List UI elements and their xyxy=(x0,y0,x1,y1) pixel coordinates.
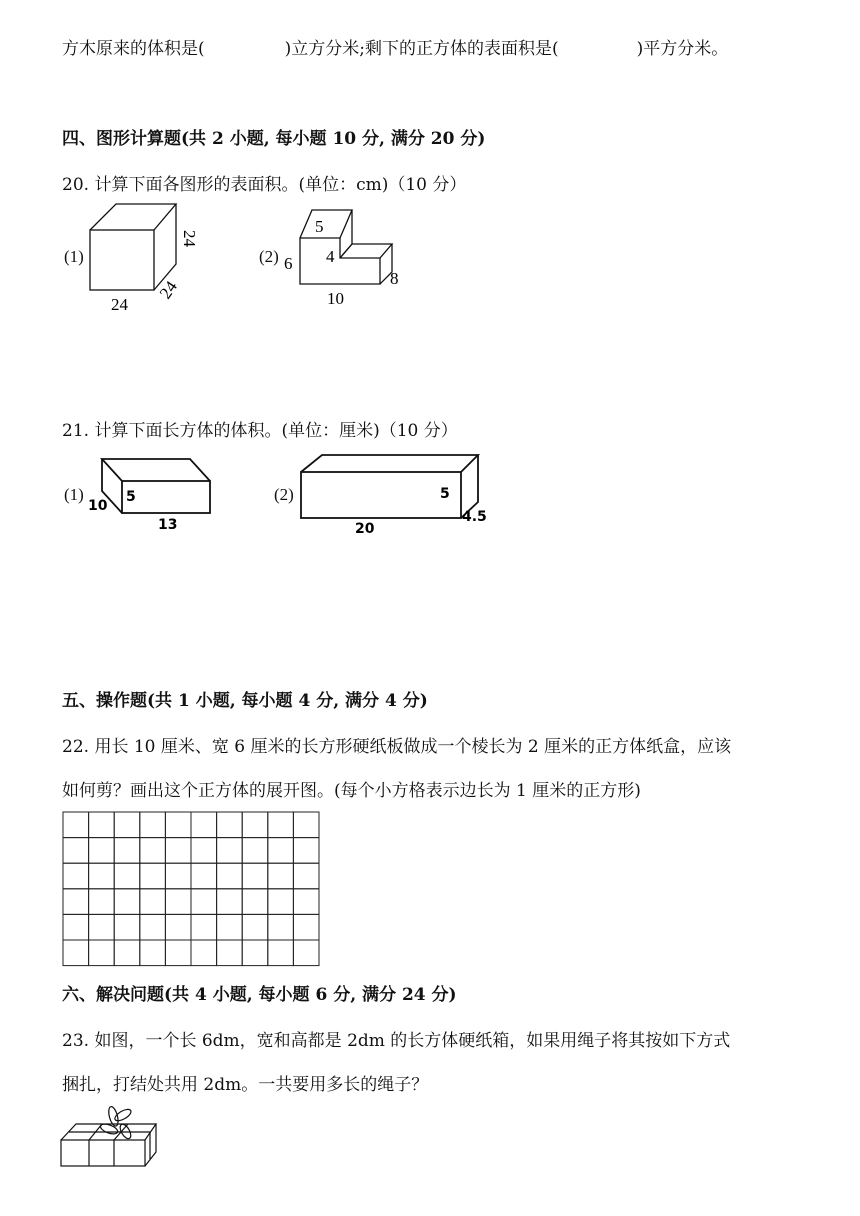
q23-text-line2: 捆扎，打结处共用 2dm。一共要用多长的绳子？ xyxy=(62,1075,429,1095)
grid-cell[interactable] xyxy=(63,812,89,838)
grid-cell[interactable] xyxy=(165,863,191,889)
grid-cell[interactable] xyxy=(293,889,319,915)
q22-text-line2: 如何剪？画出这个正方体的展开图。(每个小方格表示边长为 1 厘米的正方形) xyxy=(62,781,641,801)
grid-cell[interactable] xyxy=(63,914,89,940)
grid-cell[interactable] xyxy=(217,940,243,966)
grid-cell[interactable] xyxy=(268,889,294,915)
grid-cell[interactable] xyxy=(89,838,115,864)
grid-cell[interactable] xyxy=(191,940,217,966)
q21-fig2-cuboid xyxy=(298,450,498,540)
grid-cell[interactable] xyxy=(165,812,191,838)
grid-cell[interactable] xyxy=(242,889,268,915)
q20-fig1-dim-bottom: 24 xyxy=(111,295,128,314)
grid-cell[interactable] xyxy=(114,863,140,889)
grid-cell[interactable] xyxy=(293,838,319,864)
grid-cell[interactable] xyxy=(191,914,217,940)
grid-cell[interactable] xyxy=(191,812,217,838)
q21-fig1-dim-length: 13 xyxy=(158,517,178,533)
grid-cell[interactable] xyxy=(242,812,268,838)
grid-cell[interactable] xyxy=(242,914,268,940)
q19-tail-line xyxy=(62,34,728,59)
q21-fig1-label: (1) xyxy=(64,485,84,504)
q20-fig1-cube xyxy=(88,200,208,318)
q20-fig2-dim-step: 4 xyxy=(326,247,335,266)
grid-cell[interactable] xyxy=(140,940,166,966)
section-4-heading: 四、图形计算题(共 2 小题, 每小题 10 分, 满分 20 分) xyxy=(62,129,486,149)
grid-cell[interactable] xyxy=(140,914,166,940)
q22-text-line1: 22. 用长 10 厘米、宽 6 厘米的长方形硬纸板做成一个棱长为 2 厘米的正方体纸盒，应该 xyxy=(62,737,732,757)
q21-fig1-cuboid xyxy=(86,455,216,535)
grid-cell[interactable] xyxy=(165,889,191,915)
grid-cell[interactable] xyxy=(217,812,243,838)
q19-text-part1: 方木原来的体积是( xyxy=(62,39,205,59)
q22-drawing-grid[interactable] xyxy=(62,811,320,967)
grid-cell[interactable] xyxy=(217,914,243,940)
q20-fig2-dim-bottom: 10 xyxy=(327,289,344,308)
grid-cell[interactable] xyxy=(114,838,140,864)
grid-cell[interactable] xyxy=(191,838,217,864)
q20-text: 20. 计算下面各图形的表面积。(单位：cm)（10 分） xyxy=(62,175,467,195)
grid-cell[interactable] xyxy=(293,914,319,940)
q21-fig2-dim-length: 20 xyxy=(355,521,375,537)
grid-cell[interactable] xyxy=(140,889,166,915)
q21-text: 21. 计算下面长方体的体积。(单位：厘米)（10 分） xyxy=(62,421,458,441)
q21-fig1-dim-height: 5 xyxy=(126,489,136,505)
grid-cell[interactable] xyxy=(165,940,191,966)
grid-cell[interactable] xyxy=(191,863,217,889)
grid-cell[interactable] xyxy=(293,940,319,966)
grid-cell[interactable] xyxy=(114,940,140,966)
grid-cell[interactable] xyxy=(268,863,294,889)
q20-fig1-dim-right: 24 xyxy=(180,230,199,247)
q20-fig2-dim-left: 6 xyxy=(284,254,293,273)
grid-cell[interactable] xyxy=(140,838,166,864)
grid-cell[interactable] xyxy=(89,940,115,966)
q23-text-line1: 23. 如图，一个长 6dm，宽和高都是 2dm 的长方体硬纸箱，如果用绳子将其按如下方式 xyxy=(62,1031,731,1051)
grid-cell[interactable] xyxy=(293,812,319,838)
grid-cell[interactable] xyxy=(114,812,140,838)
grid-cell[interactable] xyxy=(89,863,115,889)
q20-fig2-l-solid xyxy=(280,204,410,312)
grid-cell[interactable] xyxy=(293,863,319,889)
q21-fig1-dim-width: 10 xyxy=(88,498,108,514)
grid-cell[interactable] xyxy=(268,838,294,864)
grid-cell[interactable] xyxy=(242,863,268,889)
grid-cell[interactable] xyxy=(242,940,268,966)
grid-cell[interactable] xyxy=(242,838,268,864)
q21-fig2-dim-height: 5 xyxy=(440,486,450,502)
q23-tied-box-figure xyxy=(58,1104,160,1170)
grid-cell[interactable] xyxy=(140,863,166,889)
grid-cell[interactable] xyxy=(63,889,89,915)
q20-fig1-dim-depth: 24 xyxy=(155,277,182,303)
grid-cell[interactable] xyxy=(268,914,294,940)
grid-cell[interactable] xyxy=(63,863,89,889)
grid-cell[interactable] xyxy=(217,889,243,915)
q21-fig2-label: (2) xyxy=(274,485,294,504)
q19-text-part2: )立方分米;剩下的正方体的表面积是( xyxy=(284,39,559,59)
grid-cell[interactable] xyxy=(63,940,89,966)
grid-cell[interactable] xyxy=(191,889,217,915)
q20-fig2-dim-top: 5 xyxy=(315,217,324,236)
grid-cell[interactable] xyxy=(89,889,115,915)
grid-cell[interactable] xyxy=(165,838,191,864)
grid-cell[interactable] xyxy=(217,838,243,864)
section-6-heading: 六、解决问题(共 4 小题, 每小题 6 分, 满分 24 分) xyxy=(62,985,457,1005)
grid-cell[interactable] xyxy=(89,914,115,940)
q19-text-part3: )平方分米。 xyxy=(636,39,729,59)
q20-fig1-label: (1) xyxy=(64,247,84,266)
grid-cell[interactable] xyxy=(217,863,243,889)
grid-cell[interactable] xyxy=(114,914,140,940)
grid-cell[interactable] xyxy=(268,812,294,838)
grid-cell[interactable] xyxy=(63,838,89,864)
q21-fig2-dim-width: 4.5 xyxy=(462,509,487,525)
section-5-heading: 五、操作题(共 1 小题, 每小题 4 分, 满分 4 分) xyxy=(62,691,428,711)
grid-cell[interactable] xyxy=(140,812,166,838)
grid-cell[interactable] xyxy=(89,812,115,838)
grid-cell[interactable] xyxy=(165,914,191,940)
q20-fig2-label: (2) xyxy=(259,247,279,266)
q20-fig2-dim-depth: 8 xyxy=(390,269,399,288)
grid-cell[interactable] xyxy=(114,889,140,915)
grid-cell[interactable] xyxy=(268,940,294,966)
